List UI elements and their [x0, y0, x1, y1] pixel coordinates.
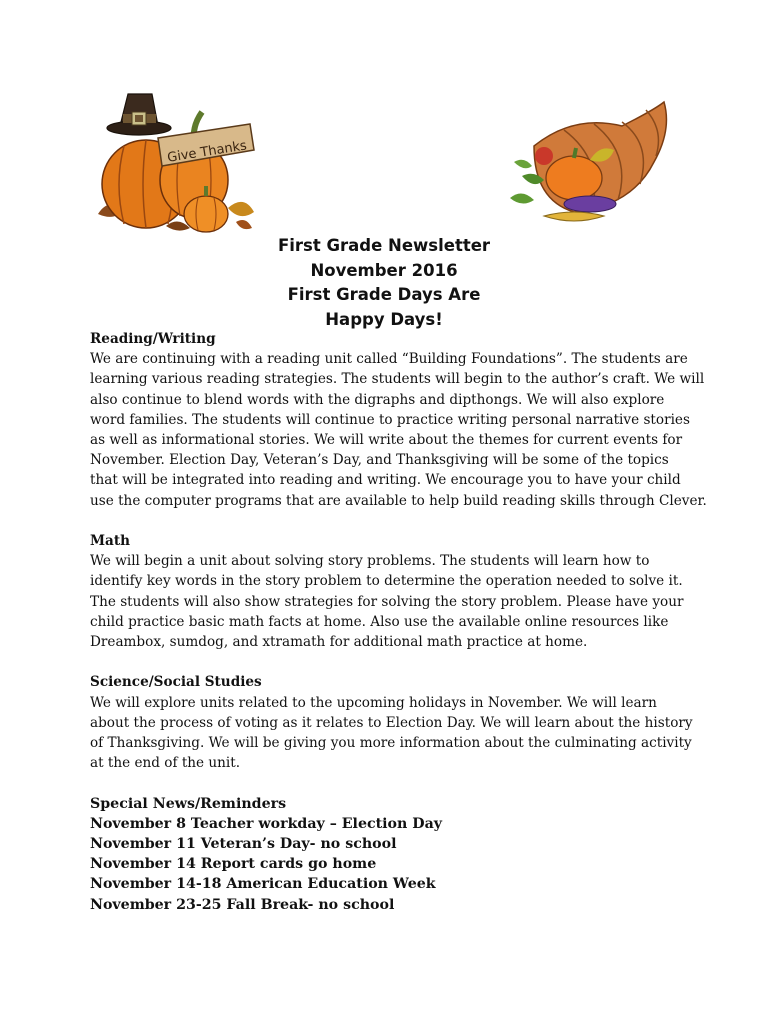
body-line: as well as informational stories. We will write about the themes for current events for: [90, 432, 683, 449]
cornucopia-illustration: [504, 100, 672, 234]
sign-text: Give Thanks: [166, 138, 248, 166]
newsletter-body: [90, 329, 707, 915]
title-line: Happy Days!: [325, 309, 443, 329]
body-line: word families. The students will continue to practice writing personal narrative stories: [90, 411, 690, 428]
title-line: First Grade Newsletter: [277, 236, 491, 255]
newsletter-title: [200, 234, 568, 332]
math-section: [90, 531, 690, 652]
body-line: We will explore units related to the upcoming holidays in November. We will learn: [90, 694, 657, 711]
body-line: learning various reading strategies. The students will begin to the author’s craft. We will: [90, 371, 705, 388]
body-line: use the computer programs that are available to help build reading skills through Clever.: [90, 492, 707, 509]
section-heading: Math: [90, 533, 131, 550]
reading-writing-section: [90, 329, 707, 511]
special-news-section: [90, 794, 690, 915]
section-heading: Special News/Reminders: [90, 795, 287, 812]
pumpkins-illustration: [94, 90, 258, 236]
body-line: child practice basic math facts at home. Also use the available online resources like: [90, 613, 669, 630]
body-line: We are continuing with a reading unit called “Building Foundations”. The students are: [90, 351, 688, 368]
body-line: of Thanksgiving. We will be giving you more information about the culminating activity: [90, 735, 692, 752]
give-thanks-sign: [158, 124, 254, 166]
body-line: The students will also show strategies for solving the story problem. Please have your: [90, 593, 684, 610]
reminder-item: November 8 Teacher workday – Election Day: [90, 815, 443, 832]
science-social-studies-section: [90, 672, 693, 773]
body-line: about the process of voting as it relates to Election Day. We will learn about the history: [90, 714, 693, 731]
reminder-item: November 14 Report cards go home: [90, 856, 377, 873]
harvest-produce: [510, 147, 616, 221]
pilgrim-hat: [107, 94, 171, 135]
reminder-item: November 23-25 Fall Break- no school: [90, 896, 395, 913]
section-heading: Science/Social Studies: [90, 674, 262, 691]
body-line: also continue to blend words with the digraphs and dipthongs. We will also explore: [90, 391, 665, 408]
title-line: First Grade Days Are: [287, 285, 481, 304]
body-line: We will begin a unit about solving story problems. The students will learn how to: [90, 553, 650, 570]
reminder-item: November 14-18 American Education Week: [90, 876, 436, 893]
body-line: Dreambox, sumdog, and xtramath for additional math practice at home.: [90, 634, 588, 651]
body-line: that will be integrated into reading and writing. We encourage you to have your child: [90, 472, 681, 489]
body-line: at the end of the unit.: [90, 755, 241, 772]
body-line: identify key words in the story problem to determine the operation needed to solve it.: [90, 573, 683, 590]
body-line: November. Election Day, Veteran’s Day, and Thanksgiving will be some of the topics: [90, 452, 669, 469]
section-heading: Reading/Writing: [90, 331, 216, 347]
reminder-item: November 11 Veteran’s Day- no school: [90, 836, 397, 853]
title-line: November 2016: [310, 260, 458, 280]
